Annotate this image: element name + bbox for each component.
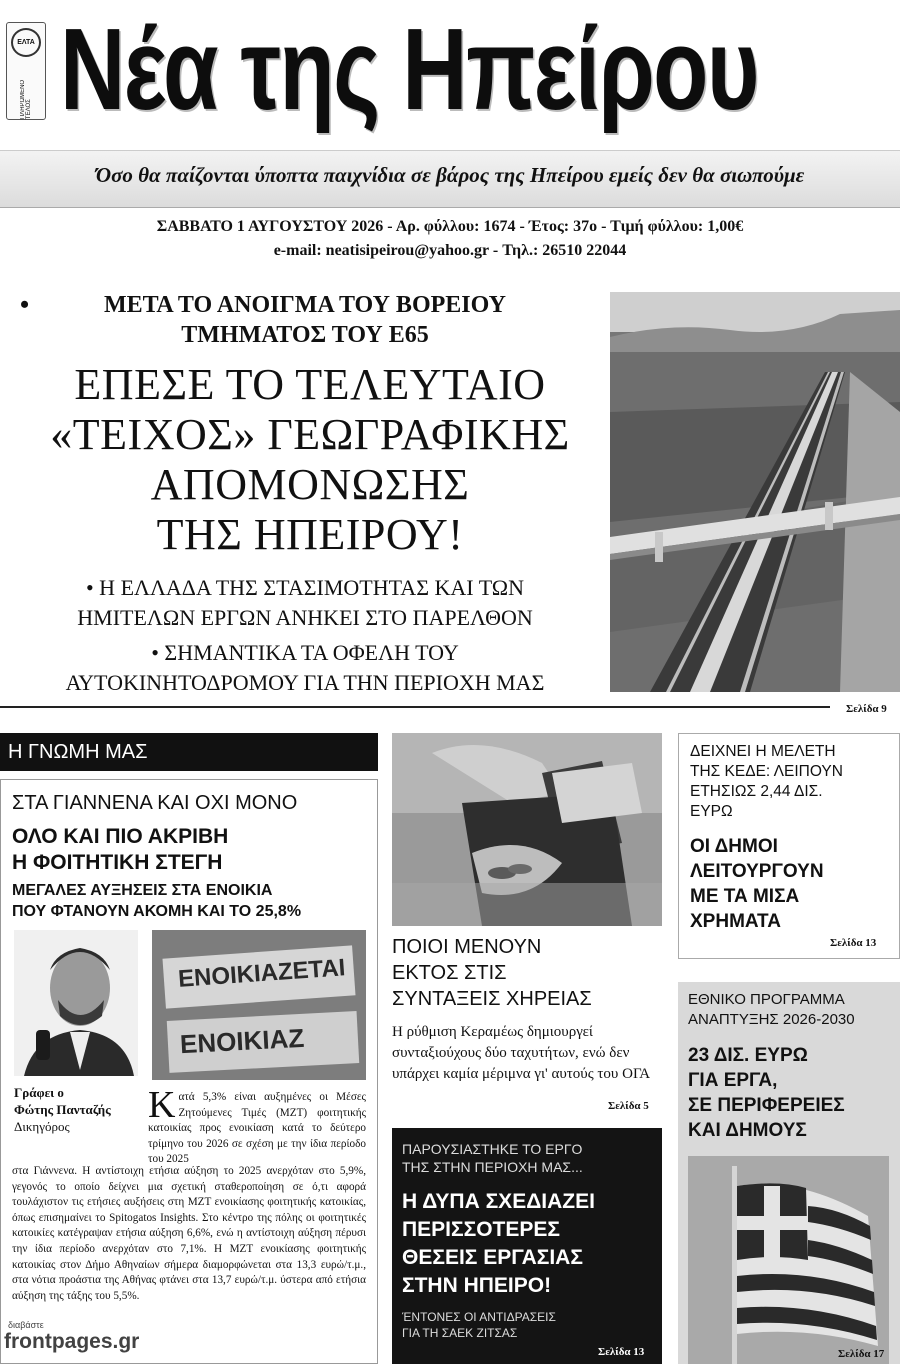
opinion-kicker: ΣΤΑ ΓΙΑΝΝΕΝΑ ΚΑΙ ΟΧΙ ΜΟΝΟ bbox=[12, 792, 298, 814]
pensions-title-line: ΠΟΙΟΙ ΜΕΝΟΥΝ bbox=[392, 936, 542, 958]
page-ref: Σελίδα 17 bbox=[838, 1348, 885, 1360]
highway-photo-art bbox=[610, 292, 900, 692]
municipalities-kicker bbox=[690, 742, 843, 822]
elta-stamp bbox=[6, 22, 46, 120]
opinion-body-bottom: στα Γιάννενα. Η αντίστοιχη ετήσια αύξηση το 2025 ανερχόταν στο 5,9%, γεγονός το οποίο δείχνει μια σχετική σταθεροποίηση σε ό,τι αφορά τουλάχιστον τις ετήσιες αυξήσεις στη ΜΖΤ ενοικίασης φοιτητικής κατοικίας, όπως επισημαίνει το Spitogatos Insights. Στο κέντρο της πόλης οι φοιτητικές κατοικίες κατέγραψαν ετήσια αύξηση 6,6%, ενώ η αντίστοιχη αύξηση πέρυσι την ίδια περίοδο ανερχόταν στο 7,1%. Η ΜΖΤ ενοικίασης φοιτητικής κατοικίας στον Δήμο Αθηναίων σήμερα διαμορφώνεται στα 13,3 ευρώ/τ.μ., στα νότια προάστια της Αθήνας φτάνει στα 13,7 ευρώ/τ.μ. ύστερα από ετήσια αύξηση της τάξης του 5,5%. bbox=[12, 1165, 366, 1302]
program-kicker bbox=[688, 990, 855, 1030]
dypa-sub-line: ΓΙΑ ΤΗ ΣΑΕΚ ΖΙΤΣΑΣ bbox=[402, 1326, 518, 1340]
page-ref: Σελίδα 13 bbox=[830, 937, 877, 949]
pensions-title-line: ΣΥΝΤΑΞΕΙΣ ΧΗΡΕΙΑΣ bbox=[392, 988, 592, 1010]
opinion-header: Η ΓΝΩΜΗ ΜΑΣ bbox=[0, 733, 378, 771]
lead-headline-line: ΕΠΕΣΕ ΤΟ ΤΕΛΕΥΤΑΙΟ bbox=[74, 360, 546, 409]
program-title-line: ΓΙΑ ΕΡΓΑ, bbox=[688, 1070, 778, 1091]
lead-sub-line: • Η ΕΛΛΑΔΑ ΤΗΣ ΣΤΑΣΙΜΟΤΗΤΑΣ ΚΑΙ ΤΩΝ bbox=[85, 575, 524, 600]
lead-sub-line: • ΣΗΜΑΝΤΙΚΑ ΤΑ ΟΦΕΛΗ ΤΟΥ bbox=[151, 640, 459, 665]
dypa-subtitle bbox=[402, 1309, 556, 1341]
lead-kicker-line: ΤΜΗΜΑΤΟΣ ΤΟΥ Ε65 bbox=[181, 322, 429, 348]
dypa-sub-line: ΈΝΤΟΝΕΣ ΟΙ ΑΝΤΙΔΡΑΣΕΙΣ bbox=[402, 1310, 556, 1324]
byline bbox=[14, 1084, 111, 1135]
opinion-sub-line: ΠΟΥ ΦΤΑΝΟΥΝ ΑΚΟΜΗ ΚΑΙ ΤΟ 25,8% bbox=[12, 903, 302, 920]
municipalities-kicker-line: ΔΕΙΧΝΕΙ Η ΜΕΛΕΤΗ bbox=[690, 743, 836, 760]
municipalities-kicker-line: ΕΤΗΣΙΩΣ 2,44 ΔΙΣ. bbox=[690, 783, 823, 800]
greek-flag-art bbox=[688, 1156, 889, 1364]
opinion-body-text: ατά 5,3% είναι αυξημένες οι Μέσες Ζητούμενες Τιμές (ΜΖΤ) φοιτητικής κατοικίας προς ενοικίαση κατά το δεύτερο τρίμηνο του 2026 σε σχέση με την ίδια περίοδο του 2025 bbox=[148, 1091, 366, 1166]
page-ref: Σελίδα 9 bbox=[846, 703, 887, 715]
wallet-photo bbox=[392, 733, 662, 926]
author-title: Δικηγόρος bbox=[14, 1119, 70, 1134]
elta-logo-icon bbox=[11, 28, 41, 57]
section-divider bbox=[0, 706, 830, 708]
dateline: ΣΑΒΒΑΤΟ 1 ΑΥΓΟΥΣΤΟΥ 2026 - Αρ. φύλλου: 1674 - Έτος: 37ο - Τιμή φύλλου: 1,00€ bbox=[156, 218, 744, 235]
wallet-photo-art bbox=[392, 733, 662, 926]
municipalities-kicker-line: ΤΗΣ ΚΕΔΕ: ΛΕΙΠΟΥΝ bbox=[690, 763, 843, 780]
watermark-small: διαβάστε bbox=[8, 1320, 44, 1330]
municipalities-title-line: ΜΕ ΤΑ ΜΙΣΑ bbox=[690, 886, 800, 907]
opinion-sub-line: ΜΕΓΑΛΕΣ ΑΥΞΗΣΕΙΣ ΣΤΑ ΕΝΟΙΚΙΑ bbox=[12, 882, 273, 899]
municipalities-title-line: ΧΡΗΜΑΤΑ bbox=[690, 911, 781, 932]
watermark-site: frontpages.gr bbox=[4, 1330, 140, 1353]
dypa-title bbox=[402, 1188, 595, 1300]
lead-headline-line: «ΤΕΙΧΟΣ» ΓΕΩΓΡΑΦΙΚΗΣ bbox=[50, 410, 570, 459]
dypa-kicker-line: ΤΗΣ ΣΤΗΝ ΠΕΡΙΟΧΗ ΜΑΣ... bbox=[402, 1159, 583, 1175]
program-kicker-line: ΕΘΝΙΚΟ ΠΡΟΓΡΑΜΜΑ bbox=[688, 991, 845, 1008]
motto: Όσο θα παίζονται ύποπτα παιχνίδια σε βάρος της Ηπείρου εμείς δεν θα σιωπούμε bbox=[95, 163, 805, 187]
program-title-line: ΣΕ ΠΕΡΙΦΕΡΕΙΕΣ bbox=[688, 1095, 845, 1116]
lead-subheadline-1 bbox=[10, 573, 600, 633]
rent-sign-text: ΕΝΟΙΚΙΑΖΕΤΑΙ bbox=[177, 954, 347, 993]
opinion-title-line: ΟΛΟ ΚΑΙ ΠΙΟ ΑΚΡΙΒΗ bbox=[12, 825, 229, 848]
author-portrait-art bbox=[14, 930, 138, 1076]
pensions-title bbox=[392, 934, 592, 1012]
opinion-body-top bbox=[148, 1084, 366, 1168]
author-name: Φώτης Πανταζής bbox=[14, 1102, 111, 1117]
lead-headline bbox=[10, 360, 610, 560]
dypa-title-line: Η ΔΥΠΑ ΣΧΕΔΙΑΖΕΙ bbox=[402, 1190, 595, 1213]
dypa-title-line: ΠΕΡΙΣΣΟΤΕΡΕΣ bbox=[402, 1218, 561, 1241]
lead-sub-line: ΗΜΙΤΕΛΩΝ ΕΡΓΩΝ ΑΝΗΚΕΙ ΣΤΟ ΠΑΡΕΛΘΟΝ bbox=[77, 605, 533, 630]
bullet-icon: • bbox=[20, 290, 30, 319]
elta-text: ΠΛΗΡΩΜΕΝΟ ΤΕΛΟΣ bbox=[20, 79, 32, 119]
byline-intro: Γράφει ο bbox=[14, 1085, 64, 1100]
page-ref: Σελίδα 5 bbox=[608, 1100, 649, 1112]
opinion-title bbox=[12, 824, 228, 876]
dropcap: Κ bbox=[148, 1084, 176, 1126]
dypa-kicker bbox=[402, 1140, 583, 1176]
elta-label: ΕΛΤΑ bbox=[17, 38, 35, 46]
newspaper-title: Νέα της Ηπείρου bbox=[60, 4, 758, 134]
opinion-subtitle bbox=[12, 880, 301, 922]
lead-headline-line: ΑΠΟΜΟΝΩΣΗΣ bbox=[150, 460, 470, 509]
opinion-title-line: Η ΦΟΙΤΗΤΙΚΗ ΣΤΕΓΗ bbox=[12, 851, 223, 874]
municipalities-title bbox=[690, 834, 824, 934]
lead-kicker-line: ΜΕΤΑ ΤΟ ΑΝΟΙΓΜΑ ΤΟΥ ΒΟΡΕΙΟΥ bbox=[103, 292, 506, 318]
dypa-title-line: ΘΕΣΕΙΣ ΕΡΓΑΣΙΑΣ bbox=[402, 1246, 583, 1269]
lead-headline-line: ΤΗΣ ΗΠΕΙΡΟΥ! bbox=[156, 510, 464, 559]
dypa-kicker-line: ΠΑΡΟΥΣΙΑΣΤΗΚΕ ΤΟ ΕΡΓΟ bbox=[402, 1141, 583, 1157]
municipalities-kicker-line: ΕΥΡΩ bbox=[690, 803, 733, 820]
dypa-title-line: ΣΤΗΝ ΗΠΕΙΡΟ! bbox=[402, 1274, 552, 1297]
contact-info: e-mail: neatisipeirou@yahoo.gr - Τηλ.: 26510 22044 bbox=[273, 242, 627, 259]
municipalities-title-line: ΛΕΙΤΟΥΡΓΟΥΝ bbox=[690, 861, 824, 882]
pensions-body: Η ρύθμιση Κεραμέως δημιουργεί συνταξιούχους δύο ταχυτήτων, ενώ δεν υπάρχει καμία μέριμνα γι' αυτούς του ΟΓΑ bbox=[392, 1024, 651, 1082]
program-kicker-line: ΑΝΑΠΤΥΞΗΣ 2026-2030 bbox=[688, 1011, 855, 1028]
pensions-title-line: ΕΚΤΟΣ ΣΤΙΣ bbox=[392, 962, 507, 984]
page-ref: Σελίδα 13 bbox=[598, 1346, 645, 1358]
flag-photo bbox=[688, 1156, 889, 1364]
program-title-line: ΚΑΙ ΔΗΜΟΥΣ bbox=[688, 1120, 807, 1141]
program-title bbox=[688, 1043, 845, 1143]
lead-subheadline-2 bbox=[10, 638, 600, 698]
municipalities-title-line: ΟΙ ΔΗΜΟΙ bbox=[690, 836, 778, 857]
highway-photo bbox=[610, 292, 900, 692]
rent-sign-photo bbox=[152, 930, 366, 1080]
rent-sign-text: ΕΝΟΙΚΙΑΖ bbox=[179, 1022, 305, 1060]
author-photo bbox=[14, 930, 138, 1076]
lead-sub-line: ΑΥΤΟΚΙΝΗΤΟΔΡΟΜΟΥ ΓΙΑ ΤΗΝ ΠΕΡΙΟΧΗ ΜΑΣ bbox=[65, 670, 545, 695]
program-title-line: 23 ΔΙΣ. ΕΥΡΩ bbox=[688, 1045, 808, 1066]
lead-kicker bbox=[20, 290, 590, 350]
